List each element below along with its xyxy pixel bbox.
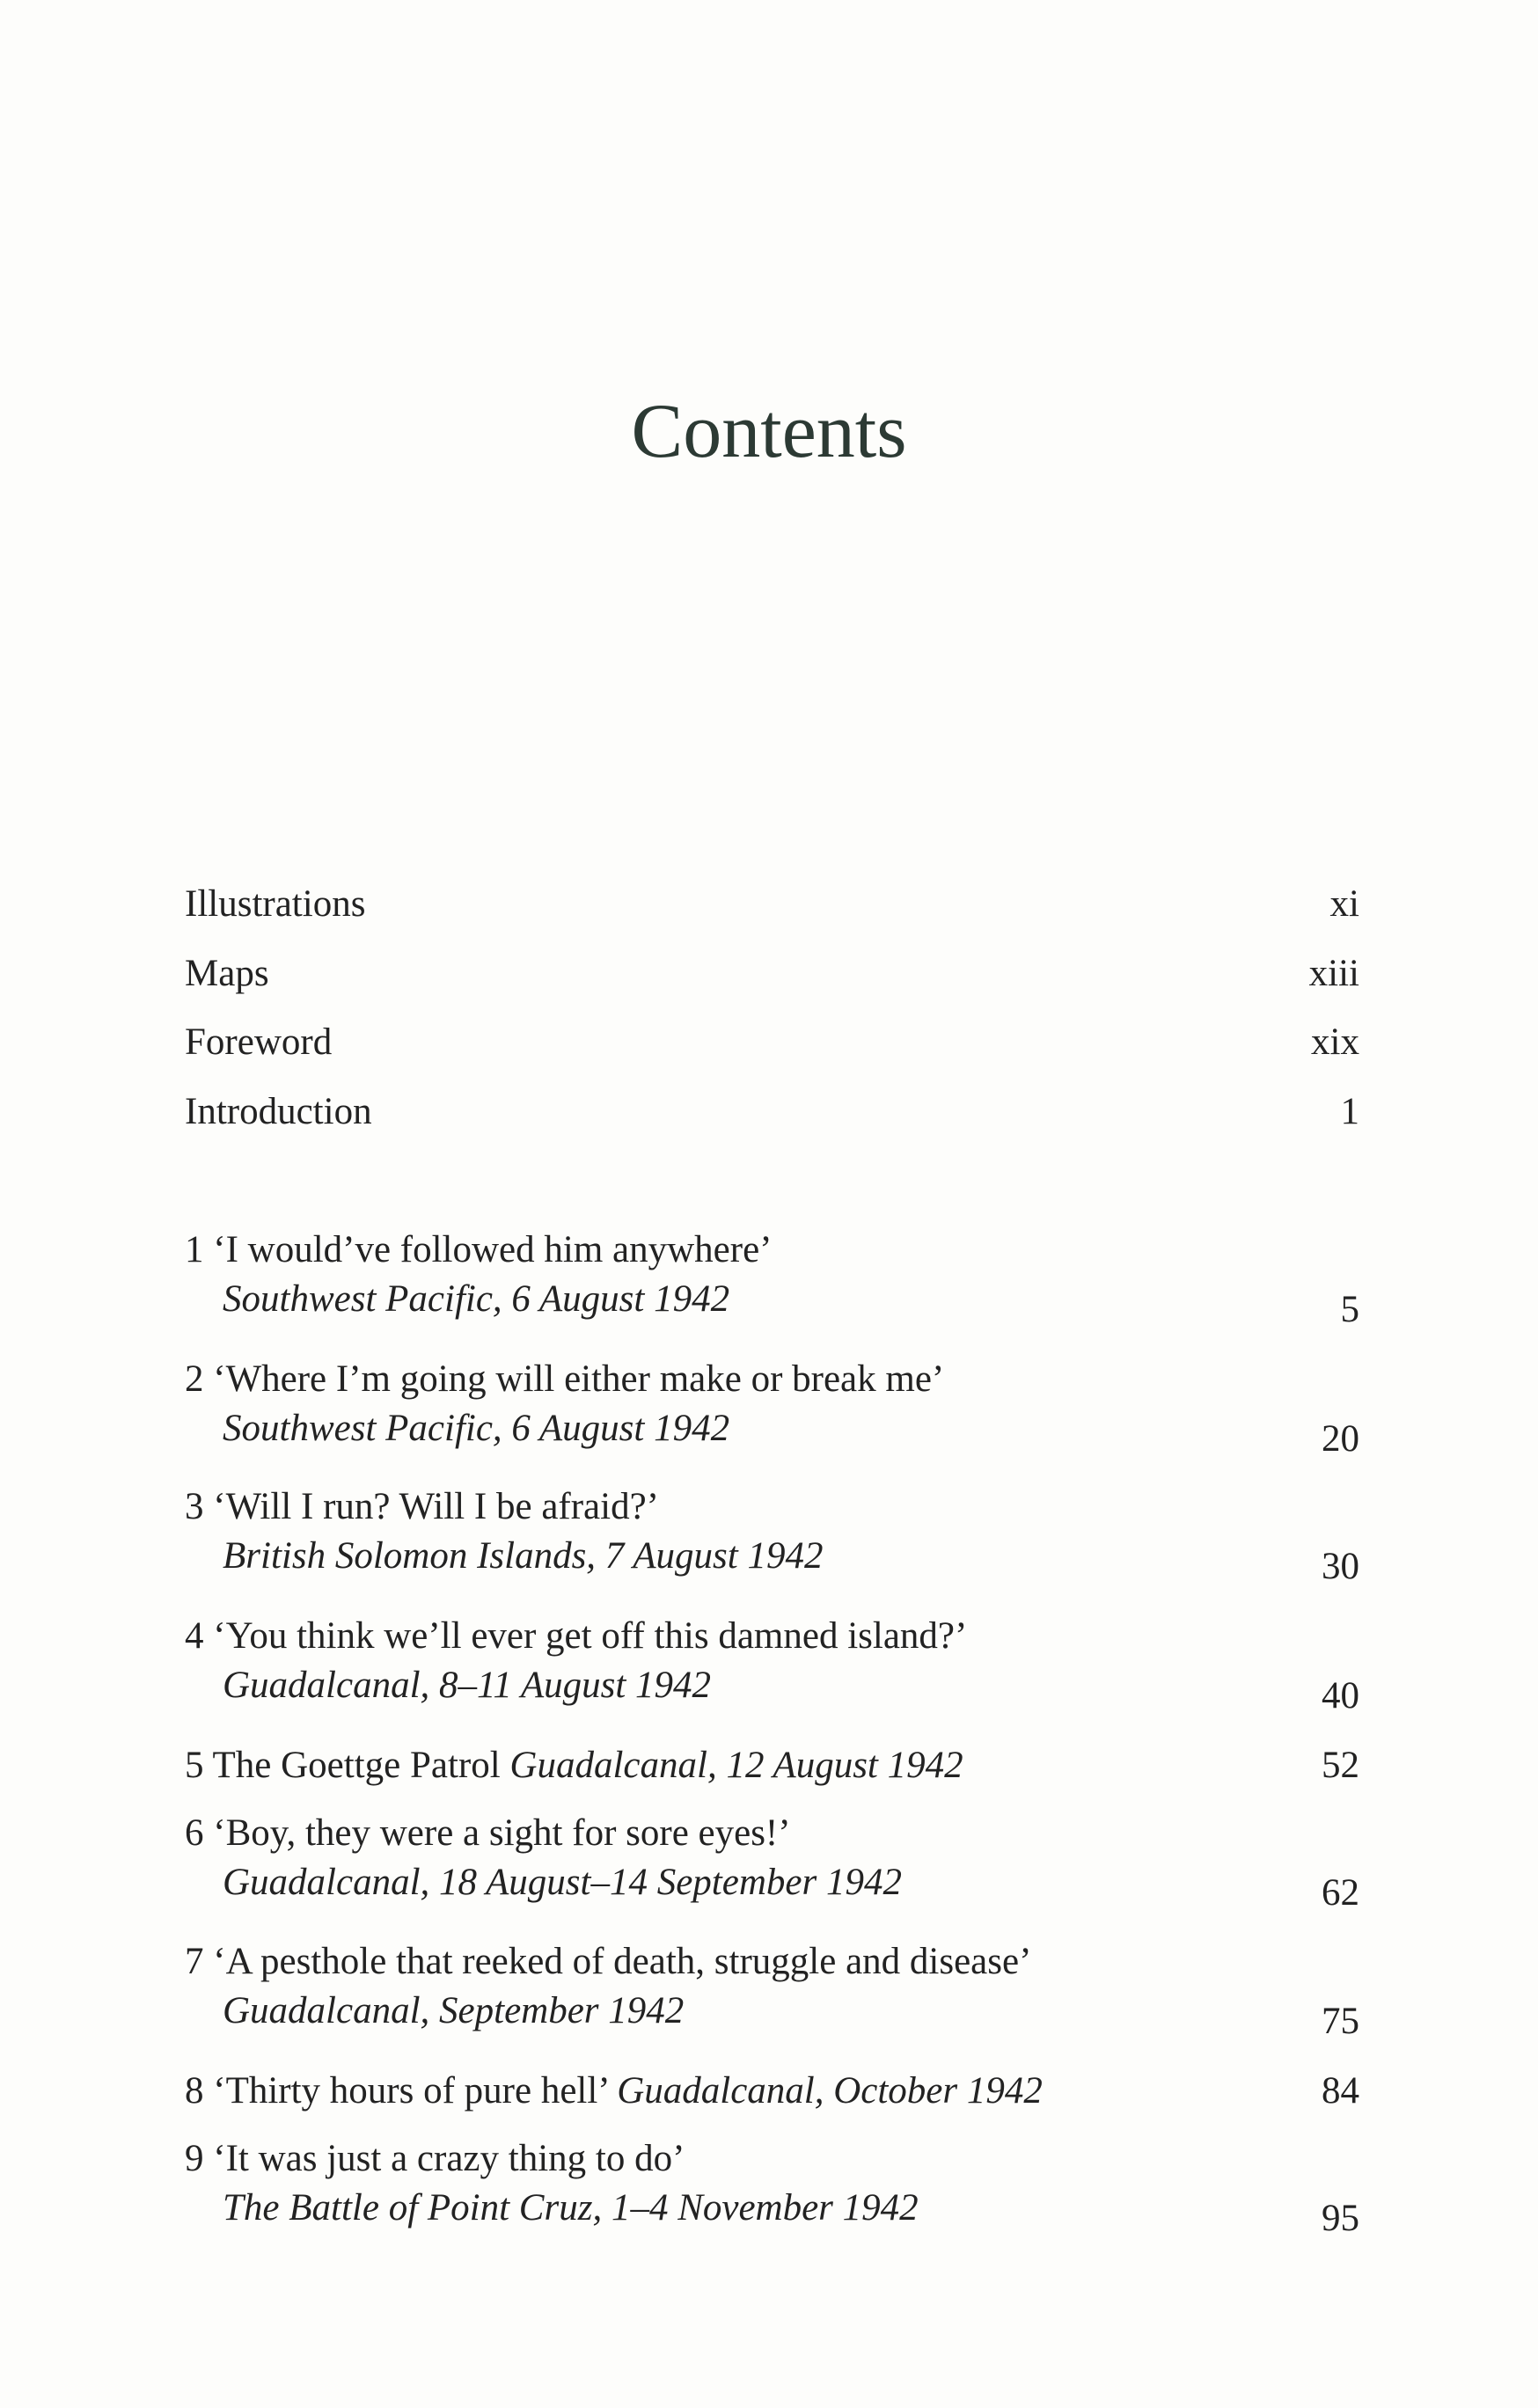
chapter-title: ‘Will I run? Will I be afraid?’ bbox=[213, 1486, 659, 1527]
chapter-subtitle: Guadalcanal, 8–11 August 1942 bbox=[223, 1665, 712, 1706]
chapter-entry bbox=[185, 2067, 1359, 2116]
chapter-subtitle: Guadalcanal, October 1942 bbox=[617, 2070, 1043, 2112]
chapter-number: 3 bbox=[185, 1486, 204, 1527]
toc-entry bbox=[185, 880, 1359, 929]
chapter-subtitle: Southwest Pacific, 6 August 1942 bbox=[223, 1278, 730, 1320]
chapter-subtitle: The Battle of Point Cruz, 1–4 November 1942 bbox=[223, 2187, 919, 2229]
entry-label: Illustrations bbox=[185, 883, 366, 925]
entry-page: xix bbox=[1311, 1021, 1359, 1063]
chapter-title: ‘It was just a crazy thing to do’ bbox=[213, 2138, 685, 2179]
chapter-page: 20 bbox=[1322, 1418, 1359, 1460]
chapter-number: 5 bbox=[185, 1745, 204, 1786]
chapter-page: 5 bbox=[1340, 1289, 1359, 1330]
chapter-number: 6 bbox=[185, 1812, 204, 1854]
chapter-title: ‘I would’ve followed him anywhere’ bbox=[213, 1229, 773, 1270]
chapter-title: ‘A pesthole that reeked of death, struggle and disease’ bbox=[213, 1941, 1032, 1982]
chapter-page: 52 bbox=[1322, 1745, 1359, 1786]
chapter-title: ‘Where I’m going will either make or break me’ bbox=[213, 1358, 945, 1400]
chapter-title: ‘Thirty hours of pure hell’ bbox=[213, 2070, 608, 2112]
chapter-entry bbox=[185, 1741, 1359, 1790]
chapter-number: 4 bbox=[185, 1615, 204, 1657]
entry-page: xi bbox=[1329, 883, 1359, 925]
chapter-title: The Goettge Patrol bbox=[212, 1745, 501, 1786]
entry-label: Maps bbox=[185, 953, 269, 994]
chapter-subtitle: Southwest Pacific, 6 August 1942 bbox=[223, 1408, 730, 1449]
chapter-page: 62 bbox=[1322, 1872, 1359, 1914]
chapter-entry bbox=[185, 1482, 1359, 1587]
chapter-number: 9 bbox=[185, 2138, 204, 2179]
entry-label: Foreword bbox=[185, 1021, 333, 1063]
chapter-subtitle: Guadalcanal, September 1942 bbox=[223, 1990, 685, 2031]
chapter-subtitle: Guadalcanal, 12 August 1942 bbox=[509, 1745, 963, 1786]
chapter-entry bbox=[185, 1226, 1359, 1330]
chapter-title: ‘You think we’ll ever get off this damned island?’ bbox=[213, 1615, 968, 1657]
chapter-page: 84 bbox=[1322, 2070, 1359, 2112]
chapter-page: 75 bbox=[1322, 2001, 1359, 2042]
chapter-number: 1 bbox=[185, 1229, 204, 1270]
entry-page: 1 bbox=[1340, 1091, 1359, 1132]
toc-entry bbox=[185, 1018, 1359, 1067]
chapter-number: 7 bbox=[185, 1941, 204, 1982]
toc-entry bbox=[185, 1087, 1359, 1137]
entry-page: xiii bbox=[1308, 953, 1359, 994]
chapter-number: 8 bbox=[185, 2070, 204, 2112]
chapter-subtitle: Guadalcanal, 18 August–14 September 1942 bbox=[223, 1862, 902, 1903]
chapter-page: 40 bbox=[1322, 1675, 1359, 1716]
chapter-page: 30 bbox=[1322, 1546, 1359, 1587]
chapter-entry bbox=[185, 1355, 1359, 1460]
page-title: Contents bbox=[631, 389, 907, 474]
chapter-entry bbox=[185, 1612, 1359, 1716]
toc-entry bbox=[185, 949, 1359, 999]
chapter-title: ‘Boy, they were a sight for sore eyes!’ bbox=[213, 1812, 791, 1854]
chapter-number: 2 bbox=[185, 1358, 204, 1400]
chapter-entry bbox=[185, 1809, 1359, 1914]
chapter-entry bbox=[185, 2134, 1359, 2239]
chapter-page: 95 bbox=[1322, 2198, 1359, 2239]
entry-label: Introduction bbox=[185, 1091, 372, 1132]
chapter-subtitle: British Solomon Islands, 7 August 1942 bbox=[223, 1535, 824, 1577]
chapter-entry bbox=[185, 1937, 1359, 2042]
